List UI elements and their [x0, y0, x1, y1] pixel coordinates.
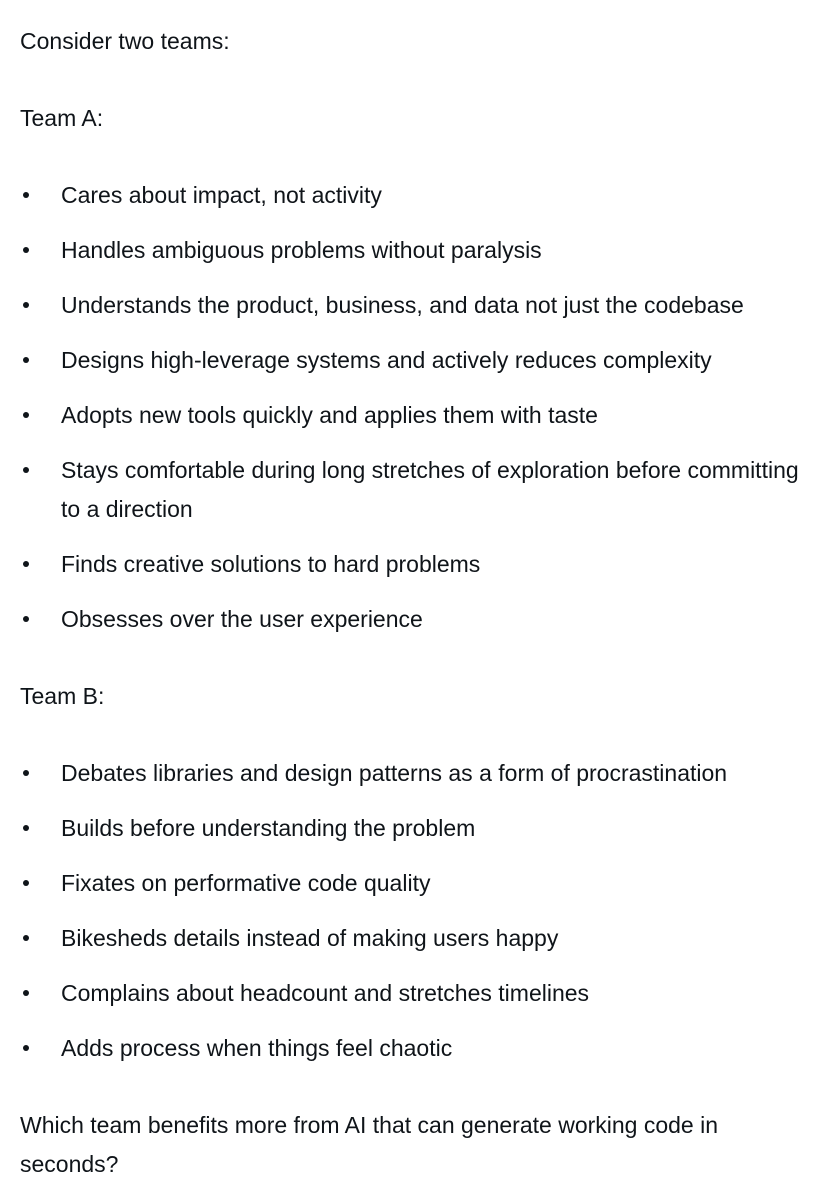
bullet-icon	[23, 412, 29, 418]
list-item-text: Stays comfortable during long stretches of exploration before committing to a direction	[61, 457, 799, 522]
bullet-icon	[23, 357, 29, 363]
list-item-text: Understands the product, business, and data not just the codebase	[61, 292, 744, 318]
bullet-icon	[23, 302, 29, 308]
list-item-text: Cares about impact, not activity	[61, 182, 382, 208]
list-item	[20, 545, 810, 584]
list-item	[20, 1029, 810, 1068]
team-b-list	[20, 754, 810, 1068]
list-item-text: Adopts new tools quickly and applies them with taste	[61, 402, 598, 428]
bullet-icon	[23, 192, 29, 198]
list-item-text: Obsesses over the user experience	[61, 606, 423, 632]
team-a-title: Team A:	[20, 105, 104, 131]
list-item	[20, 919, 810, 958]
list-item-text: Bikesheds details instead of making users happy	[61, 925, 559, 951]
list-item-text: Fixates on performative code quality	[61, 870, 431, 896]
bullet-icon	[23, 880, 29, 886]
bullet-icon	[23, 935, 29, 941]
list-item	[20, 974, 810, 1013]
post-body	[20, 22, 810, 1184]
list-item	[20, 341, 810, 380]
list-item-text: Builds before understanding the problem	[61, 815, 476, 841]
bullet-icon	[23, 616, 29, 622]
bullet-icon	[23, 770, 29, 776]
list-item-text: Finds creative solutions to hard problems	[61, 551, 481, 577]
list-item	[20, 809, 810, 848]
bullet-icon	[23, 561, 29, 567]
list-item	[20, 600, 810, 639]
list-item	[20, 176, 810, 215]
intro-text: Consider two teams:	[20, 28, 230, 54]
list-item	[20, 231, 810, 270]
list-item	[20, 754, 810, 793]
list-item	[20, 396, 810, 435]
bullet-icon	[23, 247, 29, 253]
list-item	[20, 451, 810, 529]
list-item	[20, 864, 810, 903]
list-item-text: Adds process when things feel chaotic	[61, 1035, 453, 1061]
list-item	[20, 286, 810, 325]
list-item-text: Complains about headcount and stretches timelines	[61, 980, 590, 1006]
bullet-icon	[23, 990, 29, 996]
list-item-text: Debates libraries and design patterns as a form of procrastination	[61, 760, 728, 786]
team-a-list	[20, 176, 810, 639]
closing-question: Which team benefits more from AI that can generate working code in seconds?	[20, 1112, 719, 1177]
list-item-text: Handles ambiguous problems without paralysis	[61, 237, 542, 263]
bullet-icon	[23, 1045, 29, 1051]
bullet-icon	[23, 467, 29, 473]
bullet-icon	[23, 825, 29, 831]
list-item-text: Designs high-leverage systems and actively reduces complexity	[61, 347, 712, 373]
team-b-title: Team B:	[20, 683, 105, 709]
